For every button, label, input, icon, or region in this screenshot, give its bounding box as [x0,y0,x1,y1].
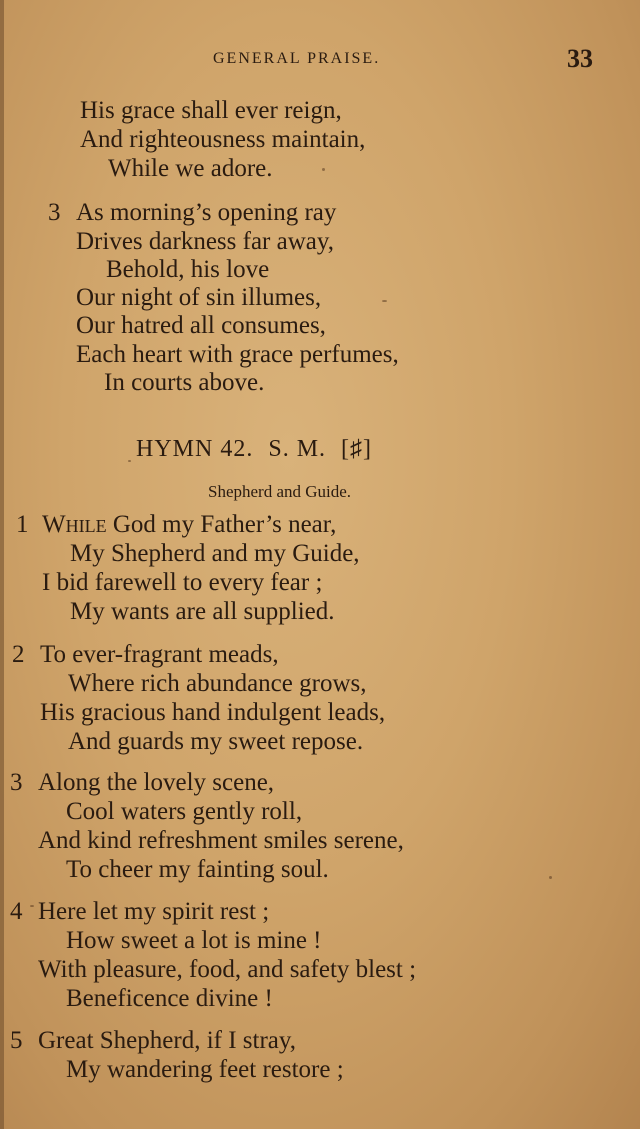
verse-line: His grace shall ever reign, [80,97,342,124]
running-head: GENERAL PRAISE. [213,50,381,67]
hymn-title: HYMN 42. [136,436,254,462]
verse-line: And guards my sweet repose. [68,728,364,755]
page-number: 33 [567,44,593,73]
verse-line [42,510,336,539]
verse-line: My wandering feet restore ; [66,1056,344,1083]
paper-speck [128,460,131,462]
verse-line-rest: God my Father’s near, [106,511,337,538]
stanza-number: 5 [10,1027,23,1054]
tune-mark: [♯] [341,436,373,462]
hymn-meter: S. M. [268,436,327,462]
verse-line: Our hatred all consumes, [76,312,326,339]
verse-line: My Shepherd and my Guide, [70,540,360,567]
page-edge [0,0,4,1129]
paper-speck [30,905,34,907]
verse-line: And kind refreshment smiles serene, [38,827,404,854]
verse-line: His gracious hand indulgent leads, [40,699,386,726]
verse-line: In courts above. [104,369,265,396]
verse-line: Here let my spirit rest ; [38,898,270,925]
verse-line: My wants are all supplied. [70,598,335,625]
verse-line: While we adore. [108,155,273,182]
stanza-number: 2 [12,641,25,668]
verse-line: To ever-fragrant meads, [40,641,279,668]
verse-line: How sweet a lot is mine ! [66,927,322,954]
first-word: While [42,511,107,538]
verse-line: And righteousness maintain, [80,126,366,153]
stanza-number: 4 [10,898,23,925]
verse-line: With pleasure, food, and safety blest ; [38,956,417,983]
verse-line: Along the lovely scene, [38,769,275,796]
stanza-number: 3 [10,769,23,796]
verse-line: Our night of sin illumes, [76,284,322,311]
stanza-number: 1 [16,511,29,538]
verse-line: Drives darkness far away, [76,228,334,255]
hymn-heading [136,436,380,463]
verse-line: Great Shepherd, if I stray, [38,1027,297,1054]
paper-speck [549,876,552,879]
page-header [0,44,640,74]
hymn-subtitle: Shepherd and Guide. [208,482,352,501]
verse-line: Where rich abundance grows, [68,670,367,697]
paper-speck [382,300,387,302]
verse-line: Beneficence divine ! [66,985,273,1012]
verse-line: To cheer my fainting soul. [66,856,329,883]
stanza-number: 3 [48,199,61,226]
verse-line: Each heart with grace perfumes, [76,341,399,368]
verse-line: Cool waters gently roll, [66,798,303,825]
verse-line: Behold, his love [106,256,270,283]
verse-line: As morning’s opening ray [76,199,337,226]
paper-speck [322,168,325,171]
verse-line: I bid farewell to every fear ; [42,569,323,596]
